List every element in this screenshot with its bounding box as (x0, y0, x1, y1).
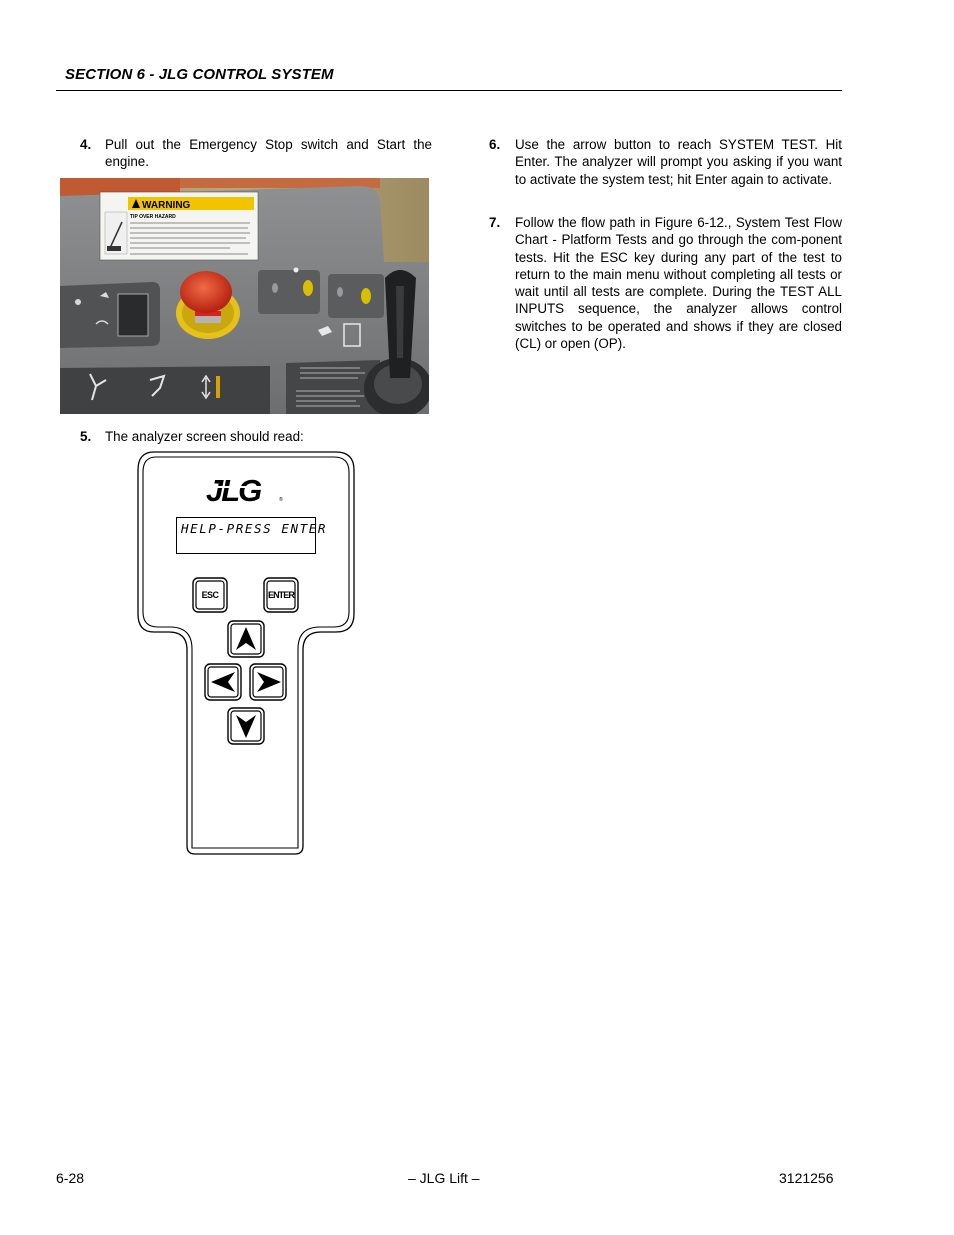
enter-key-label: ENTER (267, 590, 295, 600)
esc-key[interactable] (193, 578, 227, 612)
step-6 (489, 136, 842, 188)
step-number: 5. (80, 429, 92, 444)
step-number: 6. (489, 137, 501, 152)
hazard-label: TIP OVER HAZARD (130, 214, 176, 220)
step-4 (80, 136, 432, 171)
step-5 (80, 428, 432, 445)
step-number: 7. (489, 215, 501, 230)
step-text: Follow the flow path in Figure 6-12., System Test Flow Chart - Platform Tests and go through the com-ponent tests. Hit the ESC key during any part of the test to return to the main menu without completing all tests or wait until all tests are complete. During the TEST ALL INPUTS sequence, the analyzer allows control switches to be operated and shows if they are closed (CL) or open (OP). (515, 215, 842, 352)
step-text: The analyzer screen should read: (105, 429, 304, 444)
jlg-logo: JLG (206, 473, 261, 508)
step-7 (489, 214, 842, 352)
enter-key[interactable] (264, 578, 298, 612)
platform-console-photo (60, 178, 429, 414)
step-text: Use the arrow button to reach SYSTEM TEST. Hit Enter. The analyzer will prompt you asking if you want to activate the system test; hit Enter again to activate. (515, 137, 842, 187)
warning-decal (100, 192, 258, 260)
step-number: 4. (80, 137, 92, 152)
analyzer-screen (176, 517, 328, 554)
up-arrow-key[interactable] (228, 621, 264, 657)
page-number: 6-28 (56, 1170, 85, 1186)
footer-title: – JLG Lift – (408, 1170, 480, 1186)
esc-key-label: ESC (201, 590, 219, 600)
section-title: SECTION 6 - JLG CONTROL SYSTEM (65, 66, 334, 83)
analyzer-device (136, 450, 356, 856)
right-arrow-key[interactable] (250, 664, 286, 700)
document-number: 3121256 (779, 1170, 834, 1186)
section-header (56, 65, 842, 91)
analyzer-screen-text: HELP-PRESS ENTER (181, 521, 328, 536)
left-arrow-key[interactable] (205, 664, 241, 700)
svg-text:®: ® (279, 497, 283, 503)
step-text: Pull out the Emergency Stop switch and Start the engine. (105, 137, 432, 170)
down-arrow-key[interactable] (228, 708, 264, 744)
warning-label: WARNING (142, 200, 191, 211)
